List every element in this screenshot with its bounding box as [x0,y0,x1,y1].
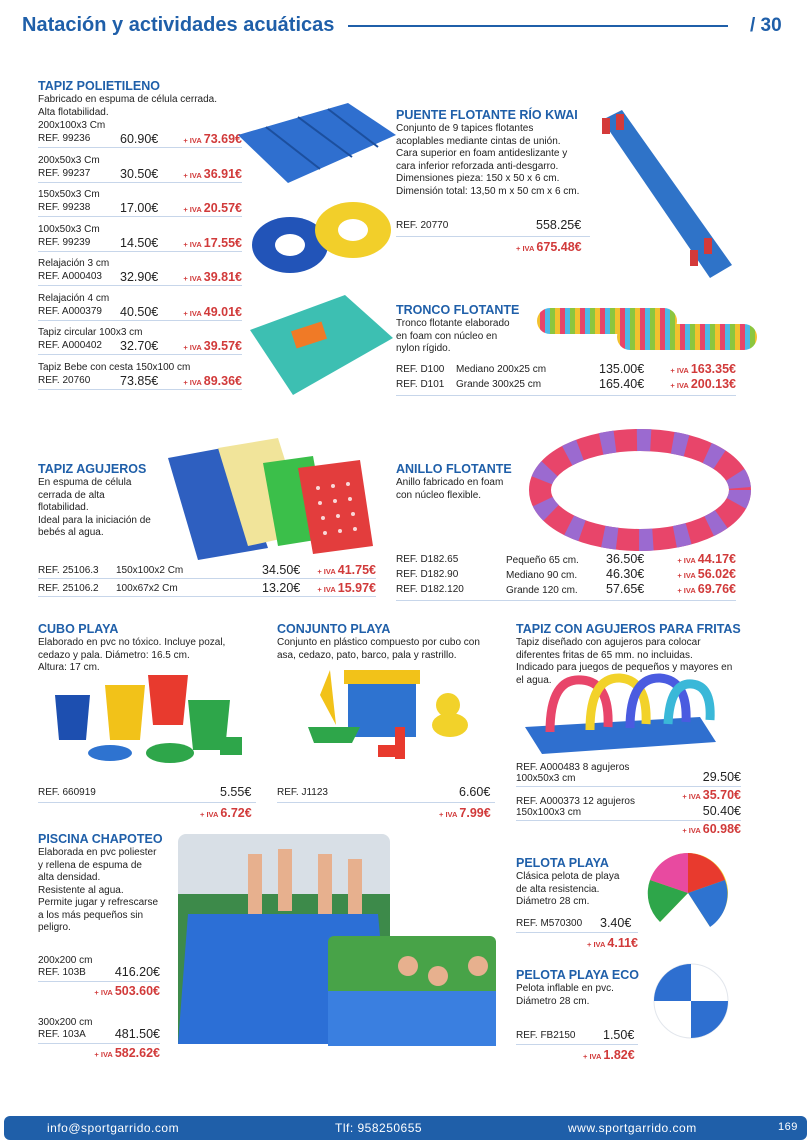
item-price: 46.30€ [606,567,645,581]
iva-value: 4.11€ [607,936,639,950]
desc-line: y rellena de espuma de [38,859,142,871]
item-price: 30.50€ [120,166,159,181]
list-item [38,362,242,397]
iva-value: 15.97€ [337,581,376,595]
fritas-mat-image [520,672,720,762]
iva-label: + IVA [183,343,202,352]
item-price: 14.50€ [120,235,159,250]
iva-label: + IVA [677,571,696,580]
item-ref: REF. D101 [396,379,445,390]
divider [38,216,242,217]
desc-line: el agua. [516,674,552,686]
desc-line: En espuma de célula [38,477,132,488]
item-price: 29.50€ [702,770,741,784]
list-item [38,562,376,580]
desc-line: Clásica pelota de playa [516,871,620,882]
iva-label: + IVA [670,366,689,375]
iva-price [677,567,736,581]
item-ref: REF. 99238 [38,202,91,213]
divider [396,236,590,237]
cubo-iva-price [200,806,252,820]
desc-line: Diámetro 28 cm. [516,896,590,907]
pelota-price: 3.40€ [600,916,632,930]
item-price: 481.50€ [114,1027,160,1041]
item-price: 135.00€ [599,362,645,376]
iva-label: + IVA [587,940,606,949]
iva-value: 41.75€ [337,563,376,577]
item-size: 300x200 cm [38,1017,93,1028]
iva-price [183,339,242,353]
item-name: Mediano 90 cm. [506,570,578,581]
iva-label: + IVA [94,1050,113,1059]
iva-value: 20.57€ [203,201,242,215]
item-ref: REF. A000483 8 agujeros [516,762,630,773]
desc-line: Cara superior en foam antideslizante y [396,148,568,159]
piscina-desc [38,847,178,935]
list-item [38,327,242,362]
beach-buckets-image [50,665,250,770]
foam-ring-image [530,430,750,550]
desc-line: Ideal para la iniciación de [38,514,151,526]
item-price: 73.85€ [120,373,159,388]
item-size: 100x50x3 Cm [38,223,100,235]
list-item [38,258,242,293]
pelota-eco-iva-price [583,1048,635,1062]
cubo-title: CUBO PLAYA [38,622,119,636]
item-ref: REF. 25106.3 [38,565,99,576]
list-item [516,796,741,836]
item-ref: REF. A000402 [38,340,102,351]
item-ref: REF. D182.65 [396,554,459,565]
divider [516,820,741,821]
item-size: Tapiz Bebe con cesta 150x100 cm [38,361,191,373]
pelota-iva-price [587,936,638,950]
list-item [396,362,736,377]
item-ref: REF. A000403 [38,271,102,282]
iva-price [677,552,736,566]
conjunto-desc [277,637,513,662]
item-ref: REF. 103A [38,1029,86,1040]
divider [38,802,256,803]
iva-value: 44.17€ [697,552,736,566]
divider [38,354,242,355]
desc-line: cerrada de alta [38,489,105,501]
divider [38,147,242,148]
list-item [38,120,242,155]
page-title: Natación y actividades acuáticas [22,14,335,36]
list-item [38,189,242,224]
item-ref: REF. D182.120 [396,584,464,595]
tronco-desc [396,318,536,356]
anillo-title: ANILLO FLOTANTE [396,462,512,476]
divider [516,932,638,933]
fritas-title: TAPIZ CON AGUJEROS PARA FRITAS [516,622,741,636]
desc-line: Altura: 17 cm. [38,662,100,673]
item-size: 150x100x2 Cm [116,565,184,576]
iva-price [183,270,242,284]
desc-line: Tronco flotante elaborado [396,318,510,329]
iva-value: 200.13€ [690,377,736,391]
desc-line: Dimensión total: 13,50 m x 50 cm x 6 cm. [396,185,580,197]
item-ref: REF. 99239 [38,236,91,248]
iva-value: 163.35€ [690,362,736,376]
pelota-title: PELOTA PLAYA [516,856,609,870]
desc-line: Tapiz diseñado con agujeros para colocar [516,637,701,648]
item-size: 100x67x2 Cm [116,583,178,594]
desc-line: diferentes fritas de 65 mm. no incluidas. [516,649,693,661]
iva-label: + IVA [183,308,202,318]
item-ref: REF. 20760 [38,374,91,386]
item-size: 100x50x3 cm [516,773,576,784]
iva-price [670,362,736,376]
item-name: Mediano 200x25 cm [456,364,547,375]
iva-value: 675.48€ [536,240,582,254]
iva-label: + IVA [183,136,202,145]
iva-label: + IVA [94,988,113,997]
desc-line: Resistente al agua. [38,884,124,896]
list-item [38,155,242,190]
footer-page-number: 169 [778,1121,798,1133]
anillo-list [396,552,736,601]
item-name: Pequeño 65 cm. [506,555,579,566]
desc-line: en foam con núcleo en [396,330,498,342]
desc-line: Alta flotabilidad. [38,106,109,118]
iva-value: 36.91€ [203,166,242,181]
item-price: 32.70€ [120,339,159,353]
iva-label: + IVA [682,792,701,801]
tapiz-polietileno-list [38,120,242,396]
desc-line: a los más pequeños sin [38,909,144,921]
desc-line: Anillo fabricado en foam [396,477,504,488]
iva-label: + IVA [677,586,696,595]
desc-line: con núcleo flexible. [396,489,482,501]
tapiz-agujeros-desc [38,477,188,540]
iva-label: + IVA [317,567,336,576]
list-item [396,582,736,597]
pelota-eco-desc [516,983,646,1008]
baby-mat-image [245,290,395,400]
iva-value: 49.01€ [203,304,242,319]
piscina-title: PISCINA CHAPOTEO [38,832,163,846]
divider [38,1043,160,1044]
iva-value: 17.55€ [203,235,242,250]
foam-log-image [535,300,760,360]
desc-line: Elaborada en pvc poliester [38,847,157,858]
iva-label: + IVA [439,810,458,819]
iva-label: + IVA [583,1052,602,1061]
divider [516,1044,638,1045]
divider [396,395,736,396]
tapiz-polietileno-title: TAPIZ POLIETILENO [38,79,160,93]
tronco-list [396,362,736,396]
pelota-desc [516,871,646,909]
pelota-eco-title: PELOTA PLAYA ECO [516,968,639,982]
puente-price: 558.25€ [536,218,582,232]
header-divider [348,25,728,27]
item-size: Relajación 3 cm [38,258,110,269]
desc-line: asa, cedazo, pato, barco, pala y rastrillo. [277,649,457,661]
item-price: 13.20€ [262,581,301,595]
item-size: 200x100x3 Cm [38,120,106,131]
iva-price [94,984,160,998]
desc-line: Conjunto en plástico compuesto por cubo con [277,637,480,648]
blue-mat-image [228,95,398,190]
tronco-title: TRONCO FLOTANTE [396,303,520,317]
floating-bridge-image [592,100,742,290]
item-ref: REF. 103B [38,967,86,978]
item-ref: REF. 99236 [38,133,91,144]
divider [38,320,242,321]
tapiz-agujeros-list [38,562,376,598]
anillo-desc [396,477,536,502]
list-item [396,552,736,567]
desc-line: Elaborado en pvc no tóxico. Incluye pozal, [38,637,226,648]
item-price: 57.65€ [606,582,645,596]
item-name: Grande 120 cm. [506,585,578,596]
iva-price [94,1046,160,1060]
tapiz-agujeros-title: TAPIZ AGUJEROS [38,462,147,476]
iva-value: 6.72€ [220,806,252,820]
list-item [396,377,736,392]
piscina-list [38,955,160,1079]
list-item [396,567,736,582]
iva-label: + IVA [200,810,219,819]
desc-line: acoplables mediante cintas de unión. [396,135,561,147]
pool-children-photo [328,936,496,1046]
iva-value: 60.98€ [702,822,741,836]
footer-email-link[interactable]: info@sportgarrido.com [47,1121,180,1135]
item-price: 416.20€ [114,965,160,979]
divider [396,600,736,601]
iva-value: 39.81€ [203,270,242,284]
iva-label: + IVA [183,274,202,283]
item-size: 150x100x3 cm [516,807,582,818]
iva-value: 56.02€ [697,567,736,581]
puente-desc [396,123,606,198]
puente-iva-price [516,240,582,254]
iva-label: + IVA [677,556,696,565]
item-price: 32.90€ [120,270,159,284]
desc-line: Dimensiones pieza: 150 x 50 x 6 cm. [396,173,560,184]
pelota-eco-ref: REF. FB2150 [516,1030,576,1041]
desc-line: Fabricado en espuma de célula cerrada. [38,94,217,105]
desc-line: Pelota inflable en pvc. [516,983,614,994]
ring-mats-image [245,190,395,285]
iva-value: 1.82€ [603,1048,635,1062]
list-item [38,955,160,1017]
puente-ref: REF. 20770 [396,220,449,231]
beach-ball-image [645,850,731,936]
item-price: 60.90€ [120,132,159,146]
iva-price [682,822,741,836]
desc-line: cedazo y pala. Diámetro: 16.5 cm. [38,649,190,661]
iva-price [183,374,242,388]
divider [38,596,376,597]
item-ref: REF. D100 [396,364,445,375]
list-item [38,1017,160,1079]
iva-value: 582.62€ [114,1046,160,1060]
divider [38,285,242,286]
cubo-price: 5.55€ [220,785,252,799]
beach-set-image [300,665,480,780]
conjunto-title: CONJUNTO PLAYA [277,622,391,636]
item-ref: REF. D182.90 [396,569,459,580]
iva-price [183,305,242,319]
list-item [38,293,242,328]
divider [38,389,242,390]
item-price: 17.00€ [120,201,159,215]
item-ref: REF. 25106.2 [38,583,99,594]
fritas-list [516,762,741,836]
conjunto-iva-price [439,806,491,820]
desc-line: cara inferior reforzada anti-desgarro. [396,160,559,172]
cubo-ref: REF. 660919 [38,787,96,798]
conjunto-price: 6.60€ [459,785,491,799]
iva-value: 39.57€ [203,339,242,353]
item-ref: REF. A000373 12 agujeros [516,796,635,807]
hole-mats-image [168,438,378,560]
puente-title: PUENTE FLOTANTE RÍO KWAI [396,108,578,122]
footer-phone: Tlf: 958250655 [335,1121,423,1135]
item-price: 50.40€ [702,804,741,818]
desc-line: de alta resistencia. [516,883,600,895]
divider [38,182,242,183]
desc-line: Diámetro 28 cm. [516,995,590,1007]
iva-label: + IVA [317,585,336,594]
desc-line: peligro. [38,922,71,933]
divider [516,786,741,787]
iva-value: 35.70€ [702,788,741,802]
iva-label: + IVA [682,826,701,835]
item-price: 34.50€ [262,563,301,577]
pelota-ref: REF. M570300 [516,918,583,929]
iva-value: 73.69€ [203,132,242,146]
item-size: Relajación 4 cm [38,292,110,304]
iva-price [183,201,242,215]
tapiz-polietileno-desc [38,94,258,119]
divider [38,251,242,252]
iva-label: + IVA [516,244,535,253]
iva-price [183,236,242,250]
item-price: 36.50€ [606,552,645,566]
iva-label: + IVA [183,170,202,180]
desc-line: flotabilidad. [38,502,89,513]
item-size: 200x50x3 Cm [38,154,100,166]
conjunto-ref: REF. J1123 [277,787,328,798]
item-size: 200x200 cm [38,955,93,966]
iva-price [317,581,376,595]
divider [38,981,160,982]
item-size: 150x50x3 Cm [38,189,100,200]
divider [277,802,495,803]
desc-line: bebés al agua. [38,527,104,538]
iva-price [677,582,736,596]
desc-line: Permite jugar y refrescarse [38,897,159,908]
iva-label: + IVA [183,377,202,387]
iva-value: 89.36€ [203,373,242,388]
item-ref: REF. 99237 [38,167,91,179]
divider [38,578,376,579]
list-item [38,580,376,598]
desc-line: Indicado para juegos de pequeños y mayores en [516,662,733,673]
iva-value: 69.76€ [697,582,736,596]
footer-web-link[interactable]: www.sportgarrido.com [568,1121,697,1135]
iva-value: 503.60€ [114,984,160,998]
item-size: Tapiz circular 100x3 cm [38,327,143,338]
item-ref: REF. A000379 [38,305,102,317]
iva-price [317,563,376,577]
desc-line: alta densidad. [38,872,101,883]
pelota-eco-price: 1.50€ [603,1028,635,1042]
desc-line: Conjunto de 9 tapices flotantes [396,123,534,134]
item-price: 165.40€ [599,377,645,391]
item-name: Grande 300x25 cm [456,379,542,390]
iva-label: + IVA [670,381,689,390]
iva-label: + IVA [183,239,202,249]
list-item [38,224,242,259]
iva-price [670,377,736,391]
iva-label: + IVA [183,205,202,214]
desc-line: nylon rígido. [396,343,451,354]
item-price: 40.50€ [120,304,159,319]
eco-beach-ball-image [652,962,730,1040]
iva-value: 7.99€ [459,806,491,820]
chapter-number: / 30 [750,15,782,36]
